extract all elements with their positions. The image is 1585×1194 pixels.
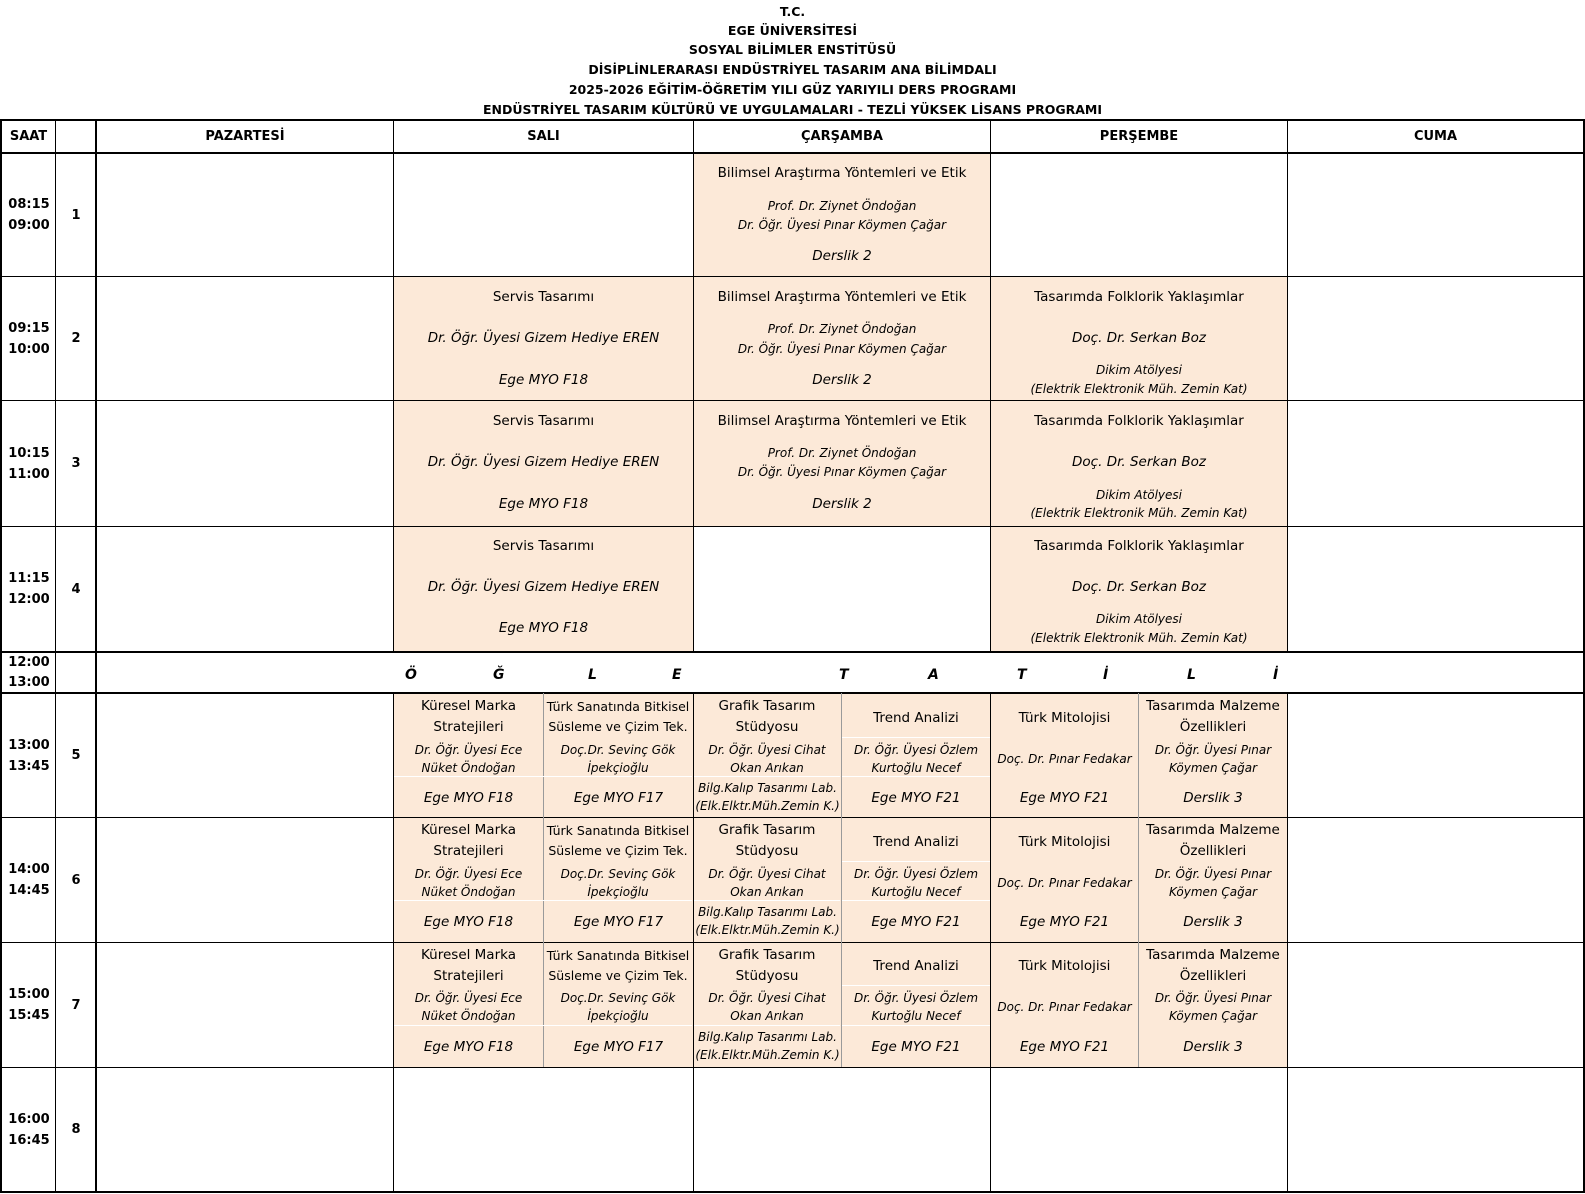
slot-number: 6 <box>71 872 81 888</box>
column-header-carsamba: ÇARŞAMBA <box>801 129 883 144</box>
course-lecturer: Dr. Öğr. Üyesi Pınar Köymen Çağar <box>1154 867 1272 899</box>
header-line-term: 2025-2026 EĞİTİM-ÖĞRETİM YILI GÜZ YARIYILI DERS PROGRAMI <box>568 82 1017 97</box>
course-room: Ege MYO F17 <box>573 1039 664 1055</box>
course-room: Ege MYO F17 <box>573 914 664 930</box>
course-lecturer: Doç. Dr. Pınar Fedakar <box>997 1000 1132 1014</box>
header-line-institute: SOSYAL BİLİMLER ENSTİTÜSÜ <box>688 42 897 57</box>
course-room: Ege MYO F21 <box>1019 790 1110 806</box>
course-title: Küresel Marka Stratejileri <box>420 698 516 735</box>
slot-number: 3 <box>71 456 81 471</box>
time-slot: 13:00 13:45 <box>8 737 50 774</box>
time-slot: 09:15 10:00 <box>8 320 50 357</box>
time-slot: 11:15 12:00 <box>8 571 50 607</box>
course-room: Ege MYO F18 <box>423 914 514 930</box>
schedule-table: SAAT PAZARTESİ SALI ÇARŞAMBA PERŞEMBE CUMA 08:15 09:00 1 09:15 10:00 2 10:15 11:00 3 11:15 12:00 4 12:00 13:00 13:00 13:45 5 14:00 14:45 6 15:00 15:45 7 16:00 16:45 8 Bilimsel Araştırma Yöntemleri ve Etik Prof. Dr. Ziynet Öndoğan Dr. Öğr. Üyesi Pınar Köymen Çağar Derslik 2 Servis Tasarımı Dr. Öğr. Üyesi Gizem Hediye EREN Ege MYO F18 Bilimsel Araştırma Yöntemleri ve Etik Prof. Dr. Ziynet Öndoğan Dr. Öğr. Üyesi Pınar Köymen Çağar Derslik 2 Tasarımda Folklorik Yaklaşımlar Doç. Dr. Serkan Boz Dikim Atölyesi (Elektrik Elektronik Müh. Zemin Kat) Servis Tasarımı Dr. Öğr. Üyesi Gizem Hediye EREN Ege MYO F18 Bilimsel Araştırma Yöntemleri ve Etik Prof. Dr. Ziynet Öndoğan Dr. Öğr. Üyesi Pınar Köymen Çağar Derslik 2 Tasarımda Folklorik Yaklaşımlar Doç. Dr. Serkan Boz Dikim Atölyesi (Elektrik Elektronik Müh. Zemin Kat) Servis Tasarımı Dr. Öğr. Üyesi Gizem Hediye EREN Ege MYO F18 Tasarımda Folklorik Yaklaşımlar Doç. Dr. Serkan Boz Dikim Atölyesi (Elektrik Elektronik Müh. Zemin Kat) Ö Ğ L E T A T İ L İ Küresel Marka Stratejileri Dr. Öğr. Üyesi Ece Nüket Öndoğan Ege MYO F18 Türk Sanatında Bitkisel Süsleme ve Çizim Tek. Doç.Dr. Sevinç Gök İpekçioğlu Ege MYO F17 Grafik Tasarım Stüdyosu Dr. Öğr. Üyesi Cihat Okan Arıkan Bilg.Kalıp Tasarımı Lab. (Elk.Elktr.Müh.Zemin K.) Trend Analizi Dr. Öğr. Üyesi Özlem Kurtoğlu Necef Ege MYO F21 Türk Mitolojisi Doç. Dr. Pınar Fedakar Ege MYO F21 Tasarımda Malzeme Özellikleri Dr. Öğr. Üyesi Pınar Köymen Çağar Derslik 3 Küresel Marka Stratejileri Dr. Öğr. Üyesi Ece Nüket Öndoğan Ege MYO F18 Türk Sanatında Bitkisel Süsleme ve Çizim Tek. Doç.Dr. Sevinç Gök İpekçioğlu Ege MYO F17 Grafik Tasarım Stüdyosu Dr. Öğr. Üyesi Cihat Okan Arıkan Bilg.Kalıp Tasarımı Lab. (Elk.Elktr.Müh.Zemin K.) Trend Analizi Dr. Öğr. Üyesi Özlem Kurtoğlu Necef Ege MYO F21 Türk Mitolojisi Doç. Dr. Pınar Fedakar Ege MYO F21 Tasarımda Malzeme Özellikleri Dr. Öğr. Üyesi Pınar Köymen Çağar Derslik 3 Küresel Marka Stratejileri Dr. Öğr. Üyesi Ece Nüket Öndoğan Ege MYO F18 Türk Sanatında Bitkisel Süsleme ve Çizim Tek. Doç.Dr. Sevinç Gök İpekçioğlu Ege MYO F17 Grafik Tasarım Stüdyosu Dr. Öğr. Üyesi Cihat Okan Arıkan Bilg.Kalıp Tasarımı Lab. (Elk.Elktr.Müh.Zemin K.) Trend Analizi Dr. Öğr. Üyesi Özlem Kurtoğlu Necef Ege MYO F21 Türk Mitolojisi Doç. Dr. Pınar Fedakar Ege MYO F21 Tasarımda Malzeme Özellikleri Dr. Öğr. Üyesi Pınar Köymen Çağar Derslik 3 <box>0 0 1585 1194</box>
course-lecturer: Prof. Dr. Ziynet Öndoğan <box>767 199 917 213</box>
course-room: Ege MYO F18 <box>498 372 589 388</box>
course-room: (Elk.Elktr.Müh.Zemin K.) <box>695 1048 840 1062</box>
time-slot: 15:00 15:45 <box>8 987 50 1023</box>
shade-clear <box>694 527 991 652</box>
header-line-university: EGE ÜNİVERSİTESİ <box>727 23 858 38</box>
course-lecturer: Dr. Öğr. Üyesi Pınar Köymen Çağar <box>1154 991 1272 1023</box>
time-slot: 10:15 11:00 <box>8 445 50 482</box>
header-line-program: ENDÜSTRİYEL TASARIM KÜLTÜRÜ VE UYGULAMALARI - TEZLİ YÜKSEK LİSANS PROGRAMI <box>482 102 1102 117</box>
slot-number: 5 <box>71 748 81 763</box>
course-room: Ege MYO F21 <box>871 790 961 806</box>
course-lecturer: Dr. Öğr. Üyesi Cihat Okan Arıkan <box>708 743 826 775</box>
time-slot: 14:00 14:45 <box>8 862 50 898</box>
course-lecturer: Dr. Öğr. Üyesi Ece Nüket Öndoğan <box>414 867 523 899</box>
header-line-department: DİSİPLİNLERARASI ENDÜSTRİYEL TASARIM ANA BİLİMDALI <box>588 62 997 77</box>
course-title: Servis Tasarımı <box>492 289 595 305</box>
course-room: Ege MYO F18 <box>498 496 589 512</box>
course-room: Ege MYO F18 <box>423 790 514 806</box>
course-lecturer: Dr. Öğr. Üyesi Özlem Kurtoğlu Necef <box>853 991 979 1023</box>
course-title: Tasarımda Folklorik Yaklaşımlar <box>1034 538 1244 554</box>
course-title: Tasarımda Malzeme Özellikleri <box>1146 947 1280 984</box>
course-lecturer: Dr. Öğr. Üyesi Pınar Köymen Çağar <box>737 342 947 356</box>
course-lecturer: Doç.Dr. Sevinç Gök İpekçioğlu <box>560 991 676 1023</box>
course-room: Ege MYO F21 <box>1019 1039 1110 1055</box>
course-room: Ege MYO F18 <box>498 620 589 636</box>
course-room: Derslik 2 <box>812 248 872 264</box>
course-room: Bilg.Kalıp Tasarımı Lab. <box>698 781 837 795</box>
course-lecturer: Prof. Dr. Ziynet Öndoğan <box>767 322 917 336</box>
slot-number: 1 <box>71 207 81 223</box>
course-room: Dikim Atölyesi <box>1095 488 1183 502</box>
course-room: Ege MYO F17 <box>573 790 664 806</box>
column-header-pazartesi: PAZARTESİ <box>205 129 285 144</box>
course-room: (Elektrik Elektronik Müh. Zemin Kat) <box>1030 631 1248 645</box>
course-lecturer: Dr. Öğr. Üyesi Gizem Hediye EREN <box>427 454 660 470</box>
course-lecturer: Doç. Dr. Serkan Boz <box>1072 330 1206 346</box>
course-room: (Elk.Elktr.Müh.Zemin K.) <box>695 799 840 813</box>
header-line-tc: T.C. <box>779 4 806 19</box>
course-room: Ege MYO F21 <box>871 1039 961 1055</box>
column-header-sali: SALI <box>527 129 560 144</box>
slot-number: 4 <box>71 581 81 597</box>
course-title: Tasarımda Folklorik Yaklaşımlar <box>1034 289 1244 305</box>
course-title: Grafik Tasarım Stüdyosu <box>718 947 816 984</box>
course-title: Türk Mitolojisi <box>1018 958 1111 974</box>
column-header-saat: SAAT <box>9 129 48 144</box>
course-title: Trend Analizi <box>873 958 959 974</box>
course-room: Ege MYO F18 <box>423 1039 514 1055</box>
course-title: Bilimsel Araştırma Yöntemleri ve Etik <box>717 413 967 429</box>
course-title: Küresel Marka Stratejileri <box>420 947 516 984</box>
course-title: Trend Analizi <box>873 710 959 726</box>
course-lecturer: Dr. Öğr. Üyesi Cihat Okan Arıkan <box>708 991 826 1023</box>
course-room: (Elektrik Elektronik Müh. Zemin Kat) <box>1030 382 1248 396</box>
course-title: Servis Tasarımı <box>492 538 595 554</box>
course-title: Türk Sanatında Bitkisel Süsleme ve Çizim Tek. <box>546 699 690 734</box>
course-room: Bilg.Kalıp Tasarımı Lab. <box>698 905 837 919</box>
course-lecturer: Dr. Öğr. Üyesi Ece Nüket Öndoğan <box>414 743 523 775</box>
course-title: Türk Sanatında Bitkisel Süsleme ve Çizim Tek. <box>546 948 690 983</box>
course-room: Derslik 3 <box>1183 1039 1243 1055</box>
course-lecturer: Doç. Dr. Pınar Fedakar <box>997 876 1132 890</box>
course-lecturer: Dr. Öğr. Üyesi Pınar Köymen Çağar <box>737 218 947 232</box>
course-title: Tasarımda Malzeme Özellikleri <box>1146 698 1280 735</box>
course-title: Küresel Marka Stratejileri <box>420 822 516 859</box>
course-lecturer: Dr. Öğr. Üyesi Özlem Kurtoğlu Necef <box>853 743 979 775</box>
course-title: Servis Tasarımı <box>492 413 595 429</box>
course-title: Türk Mitolojisi <box>1018 834 1111 850</box>
course-title: Tasarımda Folklorik Yaklaşımlar <box>1034 413 1244 429</box>
course-title: Grafik Tasarım Stüdyosu <box>718 698 816 735</box>
course-lecturer: Dr. Öğr. Üyesi Gizem Hediye EREN <box>427 330 660 346</box>
course-room: Ege MYO F21 <box>871 914 961 930</box>
course-room: Dikim Atölyesi <box>1095 363 1183 377</box>
course-title: Grafik Tasarım Stüdyosu <box>718 822 816 859</box>
course-room: (Elektrik Elektronik Müh. Zemin Kat) <box>1030 506 1248 520</box>
course-lecturer: Dr. Öğr. Üyesi Özlem Kurtoğlu Necef <box>853 867 979 899</box>
course-lecturer: Dr. Öğr. Üyesi Gizem Hediye EREN <box>427 579 660 595</box>
slot-number: 2 <box>71 331 81 346</box>
course-lecturer: Dr. Öğr. Üyesi Pınar Köymen Çağar <box>1154 743 1272 775</box>
slot-number: 8 <box>71 1122 81 1137</box>
course-room: Ege MYO F21 <box>1019 914 1110 930</box>
course-room: Derslik 3 <box>1183 790 1243 806</box>
column-header-cuma: CUMA <box>1413 129 1458 144</box>
course-title: Türk Mitolojisi <box>1018 710 1111 726</box>
time-slot: 16:00 16:45 <box>8 1111 50 1148</box>
course-lecturer: Doç. Dr. Pınar Fedakar <box>997 752 1132 766</box>
course-lecturer: Doç.Dr. Sevinç Gök İpekçioğlu <box>560 867 676 899</box>
course-room: (Elk.Elktr.Müh.Zemin K.) <box>695 923 840 937</box>
course-room: Dikim Atölyesi <box>1095 612 1183 626</box>
column-header-persembe: PERŞEMBE <box>1099 129 1179 144</box>
course-title: Bilimsel Araştırma Yöntemleri ve Etik <box>717 289 967 305</box>
course-room: Bilg.Kalıp Tasarımı Lab. <box>698 1030 837 1044</box>
course-lecturer: Doç. Dr. Serkan Boz <box>1072 579 1206 595</box>
course-lecturer: Doç. Dr. Serkan Boz <box>1072 454 1206 470</box>
course-room: Derslik 2 <box>812 372 872 388</box>
course-title: Türk Sanatında Bitkisel Süsleme ve Çizim Tek. <box>546 823 690 858</box>
course-title: Bilimsel Araştırma Yöntemleri ve Etik <box>717 165 967 181</box>
course-lecturer: Prof. Dr. Ziynet Öndoğan <box>767 446 917 460</box>
course-room: Derslik 2 <box>812 496 872 512</box>
course-room: Derslik 3 <box>1183 914 1243 930</box>
course-lecturer: Dr. Öğr. Üyesi Pınar Köymen Çağar <box>737 465 947 479</box>
course-lecturer: Doç.Dr. Sevinç Gök İpekçioğlu <box>560 743 676 775</box>
course-lecturer: Dr. Öğr. Üyesi Ece Nüket Öndoğan <box>414 991 523 1023</box>
slot-number: 7 <box>71 997 81 1013</box>
time-slot-lunch: 12:00 13:00 <box>8 654 50 690</box>
time-slot: 08:15 09:00 <box>8 197 50 233</box>
course-title: Tasarımda Malzeme Özellikleri <box>1146 822 1280 859</box>
course-title: Trend Analizi <box>873 834 959 850</box>
course-lecturer: Dr. Öğr. Üyesi Cihat Okan Arıkan <box>708 867 826 899</box>
